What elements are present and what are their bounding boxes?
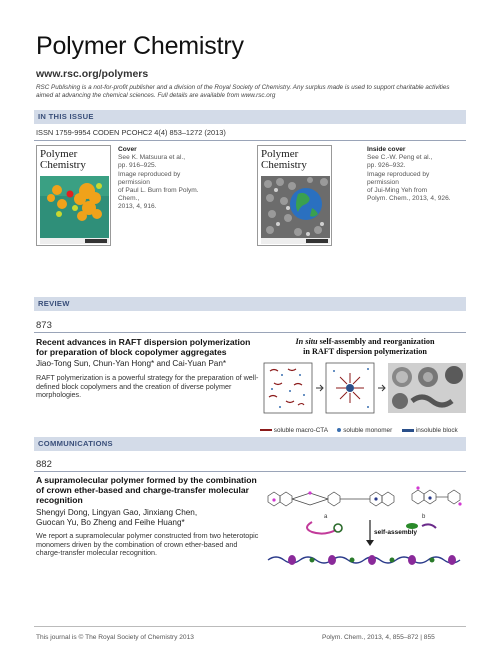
supramolecular-schematic (262, 474, 472, 574)
label-a: a (324, 514, 328, 520)
legend-label: soluble macro-CTA (273, 427, 328, 434)
footer-copyright: This journal is © The Royal Society of Chemistry 2013 (36, 634, 194, 641)
issn-line: ISSN 1759-9954 CODEN PCOHC2 4(4) 853–1272 (2013) (36, 128, 226, 137)
section-label: COMMUNICATIONS (38, 439, 113, 448)
section-bar-in-this-issue (34, 110, 466, 124)
cover-mini-title: Chemistry (261, 159, 307, 171)
cover-mini-title: Chemistry (40, 159, 86, 171)
communication-title[interactable]: A supramolecular polymer formed by the combination of crown ether-based and charge-transfer molecular recognition (36, 475, 257, 505)
caption-line: of Paul L. Burn from Polym. Chem., (118, 187, 199, 203)
review-authors: Jiao-Tong Sun, Chun-Yan Hong* and Cai-Yuan Pan* (36, 359, 227, 368)
communication-authors (36, 508, 261, 528)
cover-image[interactable] (36, 145, 111, 246)
cover-caption (118, 146, 213, 212)
legend-swatch (260, 429, 272, 431)
cover-artwork (37, 146, 111, 246)
caption-line: pp. 916–925. (118, 162, 157, 170)
self-assembly-label: self-assembly (374, 529, 417, 536)
legend-label: insoluble block (415, 427, 458, 434)
journal-title: Polymer Chemistry (36, 32, 244, 60)
caption-line: Polym. Chem., 2013, 4, 926. (367, 195, 451, 203)
caption-line: See C.-W. Peng et al., (367, 154, 433, 162)
graphic-title-italic: In situ (295, 337, 318, 346)
cover-heading: Cover (118, 146, 137, 153)
caption-line: 2013, 4, 916. (118, 203, 157, 211)
divider (34, 471, 466, 472)
review-graphic-legend (260, 427, 470, 434)
inside-cover-image[interactable] (257, 145, 332, 246)
review-page-number: 873 (36, 320, 52, 331)
legend-swatch (337, 428, 341, 432)
caption-line: of Jui-Ming Yeh from (367, 187, 428, 195)
inside-cover-artwork (258, 146, 332, 246)
divider (34, 332, 466, 333)
caption-line: Image reproduced by permission (118, 170, 181, 186)
inside-cover-caption (367, 146, 462, 203)
caption-line: pp. 926–932. (367, 162, 406, 170)
caption-line: Image reproduced by permission (367, 170, 430, 186)
cover-mini-title: Polymer (40, 148, 78, 160)
review-graphic (260, 337, 470, 442)
authors-line: Shengyi Dong, Lingyan Gao, Jinxiang Chen, (36, 508, 198, 517)
section-label: IN THIS ISSUE (38, 112, 94, 121)
authors-line: Guocan Yu, Bo Zheng and Feihe Huang* (36, 518, 185, 527)
graphic-title: self-assembly and reorganization (317, 337, 435, 346)
communication-page-number: 882 (36, 459, 52, 470)
footer-citation: Polym. Chem., 2013, 4, 855–872 | 855 (322, 634, 435, 641)
graphic-title-line2: in RAFT dispersion polymerization (303, 347, 427, 356)
legend-swatch (402, 429, 414, 432)
label-b: b (422, 514, 426, 520)
section-bar-review (34, 297, 466, 311)
section-label: REVIEW (38, 299, 70, 308)
cover-mini-title: Polymer (261, 148, 299, 160)
section-bar-communications (34, 437, 466, 451)
review-title[interactable]: Recent advances in RAFT dispersion polymerization for preparation of block copolymer aggregates (36, 337, 251, 357)
inside-cover-heading: Inside cover (367, 146, 406, 153)
communication-abstract: We report a supramolecular polymer constructed from two heterotopic monomers driven by the combination of crown ether-based and charge-transfer molecular recognition. (36, 531, 259, 558)
review-abstract: RAFT polymerization is a powerful strategy for the preparation of well-defined block copolymers and the creation of diverse polymer morphologies. (36, 373, 259, 400)
review-schematic (260, 359, 470, 421)
footer-divider (34, 626, 466, 627)
legend-label: soluble monomer (343, 427, 393, 434)
journal-url[interactable]: www.rsc.org/polymers (36, 68, 149, 80)
caption-line: See K. Matsuura et al., (118, 154, 186, 162)
publisher-disclaimer: RSC Publishing is a not-for-profit publisher and a division of the Royal Society of Chemistry. Any surplus made is used to support charitable activities aimed at advancing the chemical sciences. Full details are available from www.rsc.org (36, 84, 450, 99)
divider (34, 140, 466, 141)
communication-graphic (262, 474, 472, 574)
